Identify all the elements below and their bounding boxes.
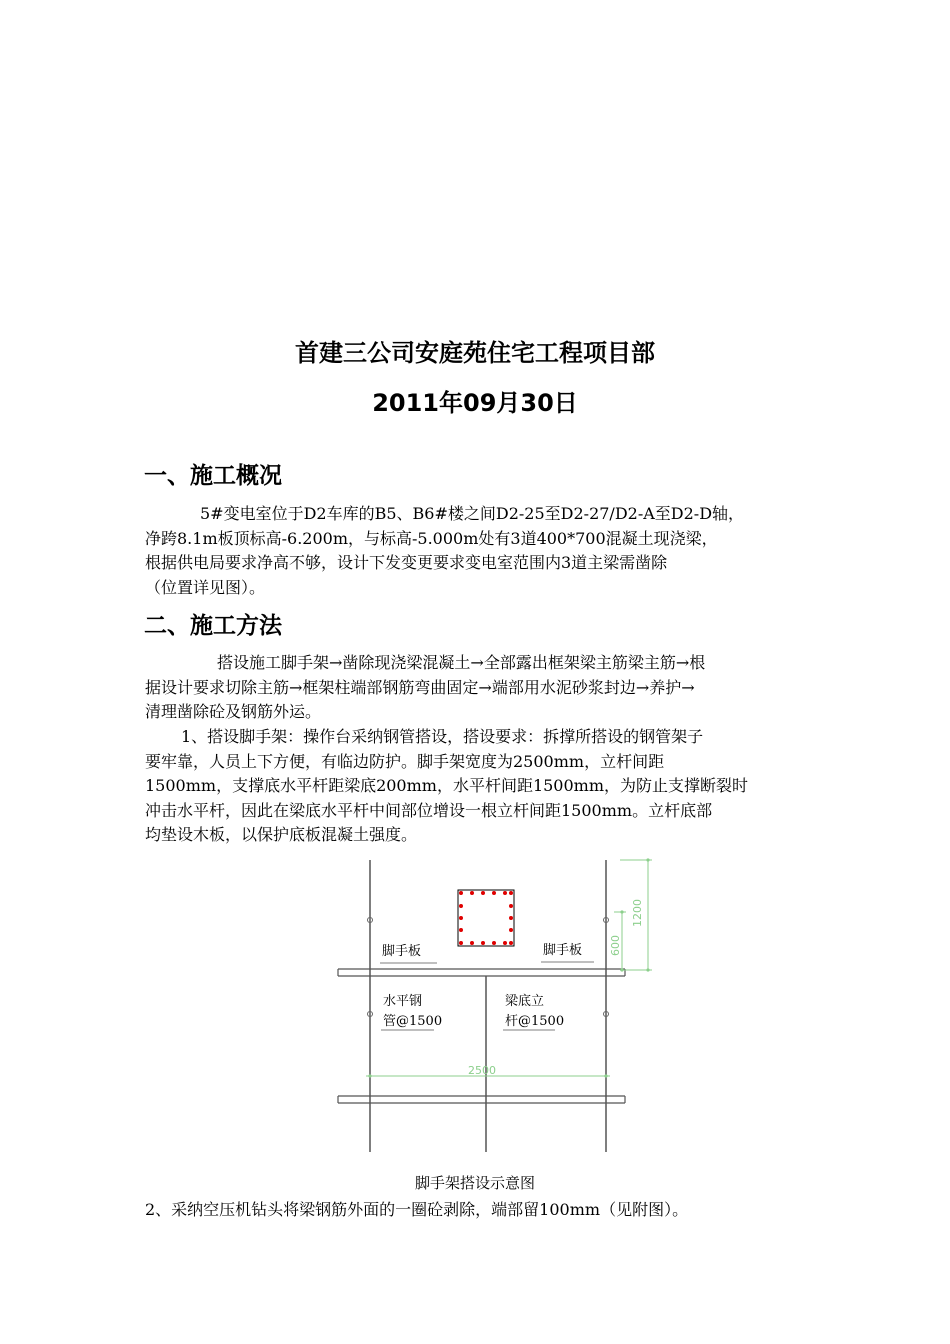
rebar bbox=[509, 904, 513, 908]
rebar bbox=[470, 891, 474, 895]
rebar bbox=[509, 928, 513, 932]
rebar bbox=[470, 941, 474, 945]
rebar bbox=[503, 941, 507, 945]
flow-line: 据设计要求切除主筋→框架柱端部钢筋弯曲固定→端部用水泥砂浆封边→养护→ bbox=[145, 677, 695, 697]
rebar bbox=[459, 941, 463, 945]
dimension-lines bbox=[366, 860, 652, 1076]
rebar bbox=[509, 941, 513, 945]
step1-line: 1、搭设脚手架：操作台采纳钢管搭设，搭设要求：拆撑所搭设的钢管架子 bbox=[181, 727, 704, 746]
overview-line: （位置详见图）。 bbox=[145, 577, 266, 597]
rebar bbox=[503, 891, 507, 895]
step1-line: 要牢靠，人员上下方便，有临边防护。脚手架宽度为2500mm，立杆间距 bbox=[145, 751, 665, 771]
label-post-2: 杆@1500 bbox=[505, 1014, 565, 1029]
dim-1200: 1200 bbox=[631, 899, 644, 927]
overview-line: 5#变电室位于D2车库的B5、B6#楼之间D2-25至D2-27/D2-A至D2-D轴， bbox=[200, 504, 745, 523]
label-horizontal-2: 管@1500 bbox=[383, 1014, 443, 1029]
rebar bbox=[492, 891, 496, 895]
overview-line: 净跨8.1m板顶标高-6.200m，与标高-5.000m处有3道400*700混凝土现浇梁， bbox=[145, 528, 718, 548]
rebar bbox=[492, 941, 496, 945]
document-date: 2011年09月30日 bbox=[372, 389, 578, 417]
step1-line: 均垫设木板，以保护底板混凝土强度。 bbox=[145, 825, 418, 844]
overview-line: 根据供电局要求净高不够，设计下发变更要求变电室范围内3道主梁需凿除 bbox=[145, 553, 668, 572]
section-heading-overview: 一、施工概况 bbox=[144, 463, 282, 489]
organization-title: 首建三公司安庭苑住宅工程项目部 bbox=[295, 339, 655, 367]
label-horizontal-1: 水平钢 bbox=[383, 994, 423, 1009]
rebar bbox=[481, 941, 485, 945]
section-heading-method: 二、施工方法 bbox=[144, 613, 282, 639]
rebar bbox=[509, 916, 513, 920]
dim-600: 600 bbox=[609, 935, 622, 956]
rebar bbox=[459, 928, 463, 932]
rebar bbox=[481, 891, 485, 895]
overview-paragraph bbox=[145, 502, 810, 600]
rebar bbox=[459, 904, 463, 908]
rebar-dots bbox=[459, 891, 513, 945]
rebar bbox=[459, 916, 463, 920]
diagram-caption: 脚手架搭设示意图 bbox=[414, 1174, 535, 1192]
rebar bbox=[459, 891, 463, 895]
rebar bbox=[509, 891, 513, 895]
flow-line: 清理凿除砼及钢筋外运。 bbox=[145, 702, 322, 721]
label-post-1: 梁底立 bbox=[505, 994, 545, 1009]
scaffold-diagram bbox=[330, 852, 660, 1162]
label-board-left: 脚手板 bbox=[382, 944, 422, 959]
flow-line: 搭设施工脚手架→凿除现浇梁混凝土→全部露出框架梁主筋梁主筋→根 bbox=[217, 653, 706, 672]
step1-line: 1500mm，支撑底水平杆距梁底200mm，水平杆间距1500mm，为防止支撑断裂时 bbox=[145, 776, 749, 795]
beam-section bbox=[458, 890, 514, 946]
step2-paragraph: 2、采纳空压机钻头将梁钢筋外面的一圈砼剥除，端部留100mm（见附图）。 bbox=[145, 1200, 689, 1219]
dim-2500: 2500 bbox=[468, 1064, 496, 1077]
label-board-right: 脚手板 bbox=[543, 943, 583, 958]
step1-paragraph bbox=[145, 725, 810, 848]
step1-line: 冲击水平杆，因此在梁底水平杆中间部位增设一根立杆间距1500mm。立杆底部 bbox=[145, 800, 713, 820]
flow-paragraph bbox=[145, 651, 810, 725]
